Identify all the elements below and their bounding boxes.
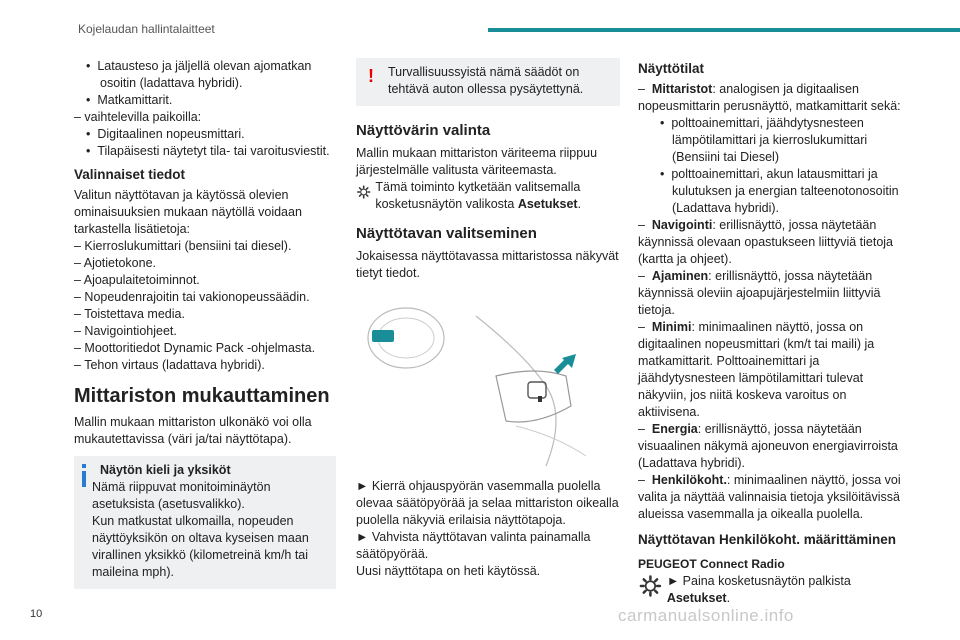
list-item: – Tehon virtaus (ladattava hybridi). [74,358,265,372]
list-item: – Ajoapulaitetoiminnot. [74,273,200,287]
steering-wheel-illustration [356,296,620,468]
punctuation: . [577,197,582,211]
warning-box [356,58,620,106]
mode-item: – Henkilökoht.: minimaalinen näyttö, jossa voi valita ja näyttää valinnaisia tietoja yksilöitävissä alueissa vasemmalla ja oikealla puolella. [638,473,901,521]
mode-item: – Energia: erillisnäyttö, jossa näytetään visuaalinen näkymä ajoneuvon energiavirroista (Ladattava hybridi). [638,422,898,470]
mode-desc: : minimaalinen näyttö, jossa voi valita ja näyttää valinnaisia tietoja yksilöitävissä alueissa vasemmalla ja oikealla puolella. [638,473,901,521]
chapter-heading: Mittariston mukauttaminen [74,385,330,407]
step-text: ► Kierrä ohjauspyörän vasemmalla puolella olevaa säätöpyörää ja selaa mittariston oikealla puolella näkyviä erilaisia näyttötapoja. [356,479,619,527]
section-heading: Näyttötavan valitseminen [356,225,537,242]
mode-label: Henkilökoht. [651,473,727,487]
section-heading: Näyttövärin valinta [356,122,491,139]
bullet-text: polttoainemittari, jäähdytysnesteen lämpötilamittari ja kierroslukumittari (Bensiini tai Diesel) [671,116,868,164]
mode-label: Ajaminen [651,269,709,283]
section-heading: Näyttötilat [638,61,705,76]
paragraph: Mallin mukaan mittariston ulkonäkö voi olla mukautettavissa (väri ja/tai näyttötapa). [74,415,312,446]
header-accent-bar [488,28,960,32]
mode-desc: : erillisnäyttö, jossa näytetään käynnissä olevaan opastukseen liittyviä tietoja (kartta ja ohjeet). [638,218,894,266]
column-3 [638,58,906,607]
bullet-text: polttoainemittari, akun latausmittari ja kulutuksen ja energian talteenotonosoitin (Ladattava hybridi). [671,167,899,215]
warning-text: Turvallisuussyistä nämä säädöt on tehtävä auton ollessa pysäytettynä. [388,65,584,96]
instruction-text: ► Paina kosketusnäytön palkista [666,574,851,588]
settings-label: Asetukset [517,197,578,211]
list-item: – Moottoritiedot Dynamic Pack -ohjelmasta. [74,341,316,355]
mode-desc: : erillisnäyttö, jossa näytetään visuaalinen näkymä ajoneuvon energiavirroista (Ladattava hybridi). [638,422,898,470]
paragraph: Jokaisessa näyttötavassa mittaristossa näkyvät tietyt tiedot. [356,249,619,280]
gear-icon [638,573,663,599]
info-title: Näytön kieli ja yksiköt [100,463,231,477]
mode-label: Mittaristot [651,82,713,96]
settings-label: Asetukset [666,591,727,605]
info-body: Nämä riippuvat monitoiminäytön asetuksista (asetusvalikko). Kun matkustat ulkomailla, nopeuden näyttöyksikön on oltava kyseisen maan virallinen yksikkö (kilometreinä km/h tai maileina mph). [92,480,309,579]
warning-icon: ! [368,66,374,86]
list-item: – Kierroslukumittari (bensiini tai diesel). [74,239,292,253]
bullet-item: • Matkamittarit. [86,93,173,107]
bullet-text: Tilapäisesti näytetyt tila- tai varoitusviestit. [97,144,330,158]
settings-instruction [638,573,906,607]
instruction-text: Tämä toiminto kytketään valitsemalla kosketusnäytön valikosta [375,180,581,211]
info-icon [82,464,86,488]
punctuation: . [726,591,731,605]
paragraph: Mallin mukaan mittariston väriteema riippuu järjestelmälle valitusta väriteemasta. [356,146,598,177]
list-item: – Ajotietokone. [74,256,157,270]
mode-desc: : minimaalinen näyttö, jossa on digitaalinen nopeusmittari (km/t tai maili) ja matkamittarit. Polttoainemittari ja jäähdytysnesteen lämpötilamittari tulevat näkyviin, jos niitä koskeva varoitus on aktiivisena. [638,320,875,419]
bullet-text: Matkamittarit. [97,93,173,107]
list-item: – Nopeudenrajoitin tai vakionopeussäädin. [74,290,310,304]
step-text: ► Vahvista näyttötavan valinta painamalla säätöpyörää. [356,530,591,561]
bullet-item: • Digitaalinen nopeusmittari. [86,127,245,141]
page-number: 10 [30,608,43,620]
bullet-text: Latausteso ja jäljellä olevan ajomatkan osoitin (ladattava hybridi). [97,59,312,90]
mode-item: – Ajaminen: erillisnäyttö, jossa näytetään käynnissä oleviin ajoapujärjestelmiin liittyviä tietoja. [638,269,881,317]
settings-instruction [356,179,620,213]
info-box [74,456,336,589]
mode-label: Minimi [651,320,692,334]
mode-desc: : erillisnäyttö, jossa näytetään käynnissä oleviin ajoapujärjestelmiin liittyviä tietoja. [638,269,881,317]
bullet-item: • Tilapäisesti näytetyt tila- tai varoitusviestit. [86,144,330,158]
mode-desc: : analogisen ja digitaalisen nopeusmittarin perusnäyttö, matkamittarit sekä: [638,82,901,113]
column-2 [356,58,620,580]
mode-label: Navigointi [651,218,713,232]
subsection-heading: PEUGEOT Connect Radio [638,557,785,571]
list-item: – Navigointiohjeet. [74,324,177,338]
mode-label: Energia [651,422,698,436]
mode-item: – Navigointi: erillisnäyttö, jossa näytetään käynnissä olevaan opastukseen liittyviä tietoja (kartta ja ohjeet). [638,218,894,266]
dash-item: – vaihtelevilla paikoilla: [74,110,202,124]
bullet-item: • Latausteso ja jäljellä olevan ajomatkan osoitin (ladattava hybridi). [86,59,312,90]
bullet-item: • polttoainemittari, akun latausmittari ja kulutuksen ja energian talteenotonosoitin (Ladattava hybridi). [660,167,899,215]
bullet-item: • polttoainemittari, jäähdytysnesteen lämpötilamittari ja kierroslukumittari (Bensiini tai Diesel) [660,116,868,164]
column-1 [74,58,336,597]
page-header-title: Kojelaudan hallintalaitteet [78,22,215,36]
gear-icon [356,179,371,205]
section-heading: Valinnaiset tiedot [74,167,186,182]
paragraph: Valitun näyttötavan ja käytössä olevien ominaisuuksien mukaan näytöllä voidaan tarkastella lisätietoja: [74,188,302,236]
bullet-text: Digitaalinen nopeusmittari. [97,127,245,141]
step-result: Uusi näyttötapa on heti käytössä. [356,564,541,578]
mode-item: – Minimi: minimaalinen näyttö, jossa on digitaalinen nopeusmittari (km/t tai maili) ja matkamittarit. Polttoainemittari ja jäähdytysnesteen lämpötilamittari tulevat näkyviin, jos niitä koskeva varoitus on aktiivisena. [638,320,875,419]
watermark: carmanualsonline.info [618,606,794,625]
section-heading: Näyttötavan Henkilökoht. määrittäminen [638,532,897,547]
list-item: – Toistettava media. [74,307,185,321]
mode-item: – Mittaristot: analogisen ja digitaalisen nopeusmittarin perusnäyttö, matkamittarit sekä: [638,82,901,113]
